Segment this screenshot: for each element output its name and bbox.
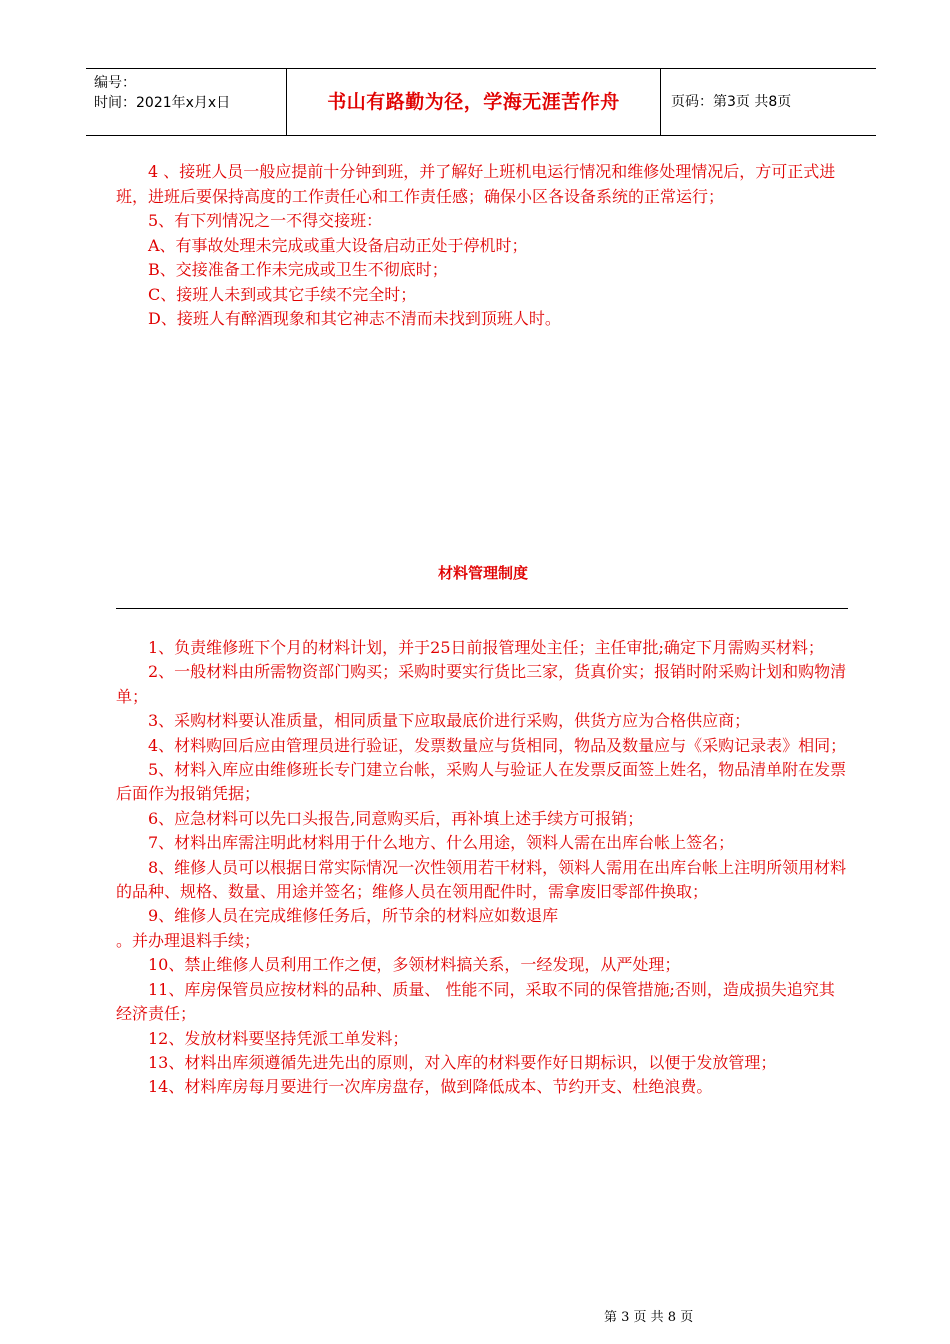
paragraph: 11、库房保管员应按材料的品种、质量、 性能不同，采取不同的保管措施;否则，造成损失追究其经济责任； (116, 979, 835, 1024)
paragraph: 5、材料入库应由维修班长专门建立台帐，采购人与验证人在发票反面签上姓名，物品清单附在发票后面作为报销凭据； (116, 760, 847, 804)
paragraph: 7、材料出库需注明此材料用于什么地方、什么用途，领料人需在出库台帐上签名； (148, 833, 735, 853)
header-motto: 书山有路勤为径，学海无涯苦作舟 (287, 69, 661, 135)
paragraph: C、接班人未到或其它手续不完全时； (148, 284, 417, 304)
paragraph: 。并办理退料手续； (116, 930, 261, 950)
page-footer: 第 3 页 共 8 页 (604, 1310, 694, 1325)
paragraph: 3、采购材料要认准质量，相同质量下应取最底价进行采购，供货方应为合格供应商； (148, 711, 751, 731)
paragraph: 13、材料出库须遵循先进先出的原则，对入库的材料要作好日期标识，以便于发放管理； (148, 1052, 777, 1072)
section-title: 材料管理制度 (437, 564, 528, 582)
paragraph: 1、负责维修班下个月的材料计划，并于25日前报管理处主任；主任审批;确定下月需购买材料； (148, 638, 824, 657)
paragraph: 4 、接班人员一般应提前十分钟到班，并了解好上班机电运行情况和维修处理情况后，方可正式进班，进班后要保持高度的工作责任心和工作责任感；确保小区各设备系统的正常运行； (116, 162, 836, 206)
paragraph: 8、维修人员可以根据日常实际情况一次性领用若干材料，领料人需用在出库台帐上注明所领用材料的品种、规格、数量、用途并签名；维修人员在领用配件时，需拿废旧零部件换取； (116, 857, 847, 902)
paragraph: 5、有下列情况之一不得交接班： (148, 211, 383, 230)
material-management-section (116, 636, 850, 1100)
paragraph: B、交接准备工作未完成或卫生不彻底时； (148, 260, 448, 279)
paragraph: 10、禁止维修人员利用工作之便，多领材料搞关系，一经发现，从严处理； (148, 955, 681, 975)
paragraph: D、接班人有醉酒现象和其它神志不清而未找到顶班人时。 (148, 309, 561, 328)
shift-handover-section (116, 160, 850, 332)
paragraph: 2、一般材料由所需物资部门购买；采购时要实行货比三家，货真价实；报销时附采购计划和购物清单； (116, 662, 847, 706)
paragraph: 14、材料库房每月要进行一次库房盘存，做到降低成本、节约开支、杜绝浪费。 (148, 1077, 713, 1097)
number-label: 编号： (94, 75, 136, 91)
document-header (86, 68, 876, 136)
paragraph: A、有事故处理未完成或重大设备启动正处于停机时； (148, 235, 528, 255)
paragraph: 12、发放材料要坚持凭派工单发料； (148, 1028, 409, 1048)
divider (116, 608, 848, 609)
paragraph: 6、应急材料可以先口头报告,同意购买后，再补填上述手续方可报销； (148, 808, 644, 828)
header-page-label: 页码：第3页 共8页 (671, 94, 792, 110)
paragraph: 9、维修人员在完成维修任务后，所节余的材料应如数退库 (148, 906, 559, 926)
header-meta (86, 69, 287, 135)
paragraph: 4、材料购回后应由管理员进行验证，发票数量应与货相同，物品及数量应与《采购记录表》相同； (148, 735, 847, 755)
time-label: 时间：2021年x月x日 (94, 95, 231, 111)
